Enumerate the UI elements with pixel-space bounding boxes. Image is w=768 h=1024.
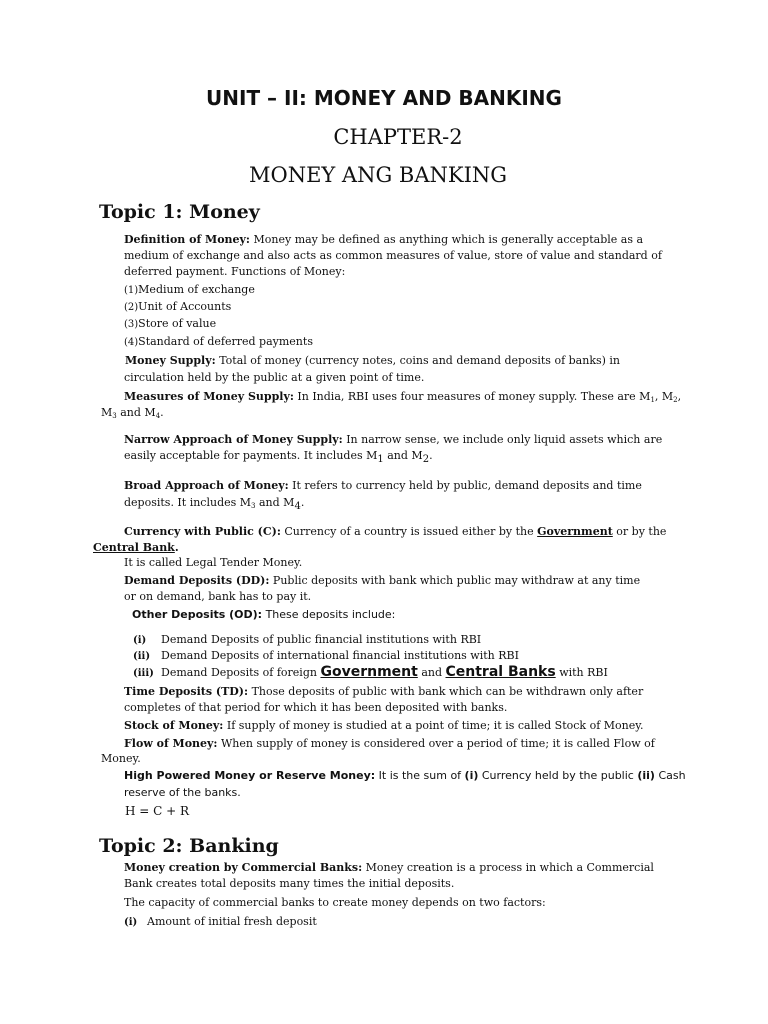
list-text: Demand Deposits of public financial institutions with RBI [161, 633, 482, 646]
stock-of-money-text: If supply of money is studied at a point of time; it is called Stock of Money. [226, 719, 644, 732]
government-link: Government [320, 664, 418, 680]
measures-line-1 [124, 389, 681, 408]
time-deposits-text: Those deposits of public with bank which can be withdrawn only after [251, 685, 644, 698]
money-supply-line-2: circulation held by the public at a given point of time. [124, 371, 425, 384]
stock-of-money-line [124, 718, 644, 733]
broad-approach-text: It refers to currency held by public, demand deposits and time [292, 479, 642, 492]
broad-approach-term: Broad Approach of Money: [124, 479, 289, 492]
definition-line-2: medium of exchange and also acts as common measures of value, store of value and standard of [124, 249, 662, 262]
other-deposit-item-1 [133, 632, 481, 648]
list-text: Demand Deposits of foreign [161, 666, 317, 679]
demand-deposits-line-2: or on demand, bank has to pay it. [124, 590, 312, 603]
other-deposits-line [132, 607, 395, 622]
chapter-title: MONEY ANG BANKING [248, 163, 508, 187]
flow-of-money-term: Flow of Money: [124, 737, 218, 750]
function-item-2 [124, 299, 231, 315]
capacity-line: The capacity of commercial banks to create money depends on two factors: [124, 896, 546, 909]
currency-public-text: Currency of a country is issued either by the [284, 525, 534, 538]
list-number: (4) [124, 337, 139, 348]
list-text: Medium of exchange [138, 283, 255, 296]
definition-line-1 [124, 232, 643, 247]
demand-deposits-line-1 [124, 573, 640, 588]
formula: H = C + R [125, 804, 190, 818]
time-deposits-line-1 [124, 684, 643, 699]
time-deposits-line-2: completes of that period for which it has been deposited with banks. [124, 701, 508, 714]
definition-term: Definition of Money: [124, 233, 250, 246]
list-number: (i) [124, 917, 138, 928]
other-deposits-term: Other Deposits (OD): [132, 608, 263, 621]
list-number: (1) [124, 285, 139, 296]
function-item-3 [124, 316, 216, 332]
narrow-approach-line-2: easily acceptable for payments. It includes M1 and M2. [124, 449, 433, 465]
currency-public-line-2: Central Bank. [93, 541, 179, 554]
function-item-4 [124, 334, 313, 350]
demand-deposits-text: Public deposits with bank which public may withdraw at any time [272, 574, 641, 587]
high-powered-term: High Powered Money or Reserve Money: [124, 769, 376, 782]
definition-line-3: deferred payment. Functions of Money: [124, 265, 346, 278]
money-creation-term: Money creation by Commercial Banks: [124, 861, 363, 874]
currency-public-line-3: It is called Legal Tender Money. [124, 556, 303, 569]
money-supply-term: Money Supply: [125, 354, 216, 367]
measures-text: In India, RBI uses four measures of money supply. These are $M_1$, $M_2$, [297, 390, 682, 404]
list-number: (iii) [133, 668, 154, 679]
flow-of-money-text: When supply of money is considered over a period of time; it is called Flow of [220, 737, 655, 750]
list-text: Standard of deferred payments [138, 335, 313, 348]
high-powered-line-2: reserve of the banks. [124, 786, 241, 799]
broad-approach-line-1 [124, 478, 642, 493]
chapter-number: CHAPTER-2 [333, 125, 463, 149]
demand-deposits-term: Demand Deposits (DD): [124, 574, 270, 587]
high-powered-line-1: High Powered Money or Reserve Money: It is the sum of (i) Currency held by the public (ii) Cash [124, 769, 686, 782]
other-deposits-text: These deposits include: [265, 608, 396, 621]
topic-2-heading: Topic 2: Banking [99, 835, 279, 857]
money-creation-text: Money creation is a process in which a Commercial [365, 861, 654, 874]
measures-term: Measures of Money Supply: [124, 390, 294, 403]
money-supply-line-1 [125, 353, 620, 368]
measures-line-2: $M_3$ and $M_4$. [101, 406, 164, 420]
money-creation-line-2: Bank creates total deposits many times the initial deposits. [124, 877, 455, 890]
stock-of-money-term: Stock of Money: [124, 719, 224, 732]
topic-1-heading: Topic 1: Money [99, 201, 260, 223]
narrow-approach-line-1 [124, 432, 662, 447]
other-deposit-item-2 [133, 648, 519, 664]
list-text: Store of value [138, 317, 217, 330]
narrow-approach-text: In narrow sense, we include only liquid assets which are [346, 433, 663, 446]
currency-public-line-1: Currency with Public (C): Currency of a country is issued either by the Government or by the [124, 525, 667, 538]
central-bank-link: Central Bank [93, 541, 175, 554]
other-deposit-item-3: (iii) Demand Deposits of foreign Government and Central Banks with RBI [133, 664, 608, 680]
factor-item-1 [124, 914, 317, 930]
list-text: Amount of initial fresh deposit [147, 915, 317, 928]
broad-approach-line-2: deposits. It includes $M_3$ and M4. [124, 496, 305, 512]
list-text: Demand Deposits of international financial institutions with RBI [161, 649, 519, 662]
currency-public-term: Currency with Public (C): [124, 525, 281, 538]
flow-of-money-line-1 [124, 736, 655, 751]
list-number: (ii) [133, 651, 151, 662]
government-link: Government [537, 525, 613, 538]
list-number: (3) [124, 319, 139, 330]
list-text: Unit of Accounts [138, 300, 232, 313]
narrow-approach-term: Narrow Approach of Money Supply: [124, 433, 343, 446]
function-item-1 [124, 282, 255, 298]
time-deposits-term: Time Deposits (TD): [124, 685, 249, 698]
money-creation-line-1 [124, 860, 654, 875]
flow-of-money-line-2: Money. [101, 752, 141, 765]
central-banks-link: Central Banks [445, 664, 556, 680]
list-number: (2) [124, 302, 139, 313]
money-supply-text: Total of money (currency notes, coins and demand deposits of banks) in [219, 354, 621, 367]
list-number: (i) [133, 635, 147, 646]
definition-text: Money may be defined as anything which is generally acceptable as a [253, 233, 644, 246]
unit-title: UNIT – II: MONEY AND BANKING [206, 86, 562, 110]
